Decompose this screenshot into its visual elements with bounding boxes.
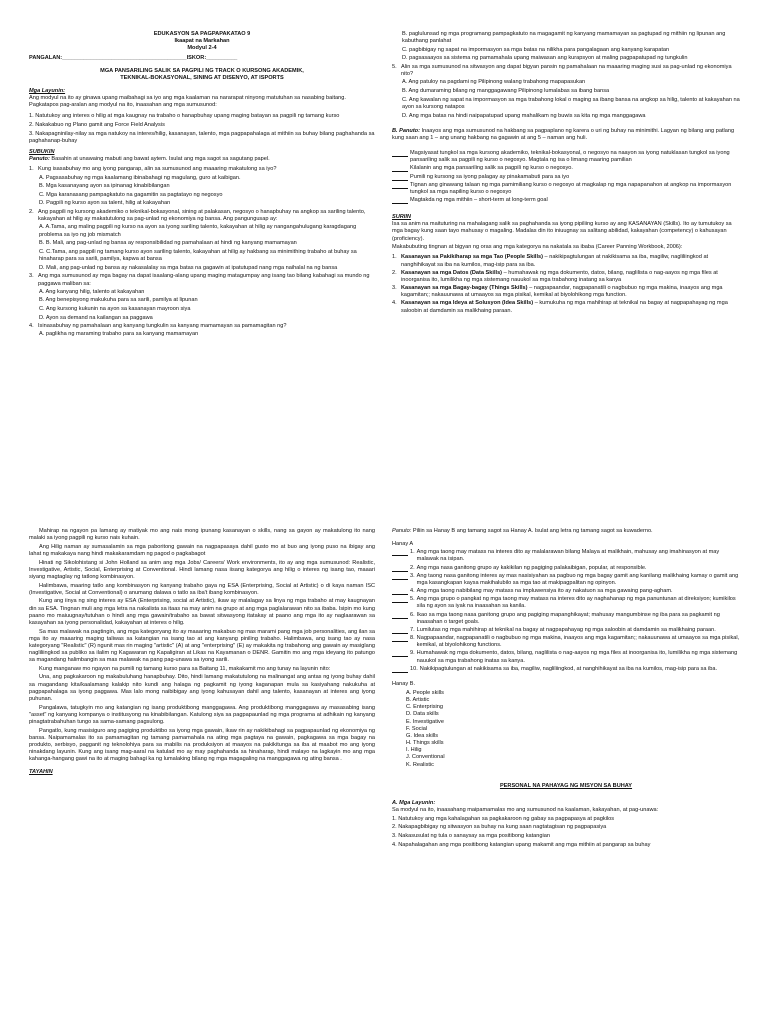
ordering-text: Kilalanin ang mga pansariling salik sa pagpili ng kurso o negosyo. (410, 165, 573, 172)
match-item (392, 612, 740, 626)
match-item (392, 588, 740, 595)
misyon-item: 2. Nakapagbibigay ng sitwasyon sa buhay na kung saan nagtatagisan ng pagpapasiya (392, 824, 607, 831)
page-top-left (29, 31, 375, 471)
choices (39, 175, 375, 208)
hanay-b-item: J. Conventional (406, 754, 445, 761)
match-number: 1. (410, 549, 415, 556)
match-text: Humahawak ng mga dokumento, datos, bilang, naglilista o nag-aayos ng mga files at inoorganisa ito, lumilikha ng mga sistemang nauukol sa mga trabahong inatas sa kanya. (416, 650, 738, 664)
choice: C. Mga karanasang pampagkatuto na gagamitin sa pagtatayo ng negosyo (39, 191, 223, 198)
question-number: 5. (392, 64, 397, 71)
subject-title: EDUKASYON SA PAGPAPAKATAO 9 (153, 31, 251, 37)
misyon-intro: Sa modyul na ito, inaasahang maipamamalas mo ang sumusunod na kaalaman, kakayahan, at pag-unawa: (392, 807, 659, 813)
misyon-item: 1. Natutukoy ang mga kahalagahan sa pagkakaroon ng gabay sa pagpapasya at pagkilos (392, 815, 615, 822)
hanay-b-item: K. Realistic (406, 761, 434, 768)
choices (39, 289, 375, 322)
choice: A. paglikha ng maraming trabaho para sa kanyang mamamayan (39, 331, 199, 338)
choice: A. Ang kanyang hilig, talento at kakayahan (39, 288, 145, 295)
document-title (29, 68, 375, 82)
skill-desc: – nagpapaandar, nagpapanatili o nagbubuo ng mga makina, inaayos ang mga kagamitan;; nakauunawa at umaayos sa mga pisikal, kemikal at biyolohikong mga function. (401, 285, 723, 299)
layunin-intro: Ang modyul na ito ay ginawa upang maibahagi sa iyo ang mga kaalaman na nararapat ninyong matutuhan sa nasabing baitang. Pagkatapos pag-aralan ang modyul na ito, inaasahan ang mga sumusunod: (29, 95, 346, 109)
match-text: Nagpapaandar, nagpapanatili o nagbubuo ng mga makina, inaayos ang mga kagamitan;; nakauunawa at umaayos sa mga pisikal, kemikal, at biyolohikong functions. (416, 635, 740, 649)
ordering-item (392, 197, 740, 204)
match-number: 4. (410, 588, 415, 595)
ordering-text: Magsiyasat tungkol sa mga kursong akademiko, teknikal-bokasyonal, o negosyo na naayon sa iyong natuklasan tungkol sa iyong pansariling salik sa pagpili ng kurso o negosyo. Magtala ng isa o limang maaring pamilian (410, 150, 730, 164)
choice: B. paglulunsad ng mga programang pampagkatuto na magagamit ng kanyang mamamayan sa pagtupad ng mithiin ng lipunan ang kabuthang panlahat (402, 31, 726, 45)
match-text: Ang mga taong may matass na interes dito ay malalarawan bilang Malaya at malikhain, mahusay ang imahinasyon at may malawak na isipan. (416, 549, 720, 563)
match-number: 6. (410, 611, 415, 618)
choice: D. Ang mga batas na hindi naipapatupad upang mahalikam ng buwis sa kita ng mga manggagawa (402, 112, 646, 119)
answer-blank[interactable] (392, 182, 408, 189)
answer-blank[interactable] (392, 150, 408, 157)
layunin-item: 1. Natutukoy ang interes o hilig at mga kaugnay na trabaho o hanapbuhay upang maging batayan sa pagpili ng tamang kurso (29, 113, 340, 120)
choices (402, 79, 740, 119)
skill-title: Kasanayan sa mga Ideya at Solusyon (Idea Skills) (401, 300, 534, 307)
match-item (392, 666, 740, 673)
skill-desc: – humahawak ng mga dokumento, datos, bilang, naglilista o nag-aayos ng mga files at inoorganisa ito, lumilikha ng mga sistemang nauukol sa mga trabahong inatang sa kanya (401, 269, 718, 283)
answer-blank[interactable] (392, 612, 408, 619)
match-text: Ang mga taong nabibilang may matass na impluwensiya ito ay nakatuon sa mga gawaing pang-agham. (416, 588, 673, 595)
choice: D. Pagpili ng kurso ayon sa talent, hilig at kakayahan (39, 200, 171, 207)
question-text: Ang pagpili ng kursong akademiko o teknikal-bokasyonal, sining at palakasan, negosyo o hanapbuhay na angkop sa sariling talento, kakayahan at hilig ay makatutulong sa pag-unlad ng ekonomiya ng bansa. Ang pangungusap ay: (38, 209, 366, 223)
layunin-heading: Mga Layunin: (29, 87, 66, 94)
skill-item (392, 300, 740, 314)
answer-blank[interactable] (392, 565, 408, 572)
choice: D. Ayon sa demand na kailangan sa paggawa (39, 314, 153, 321)
hanay-b-item: A. People skills (406, 689, 444, 696)
choice: A. Ang patuloy na pagdami ng Pilipinong walang trabahong mapapasukan (402, 79, 586, 86)
quarter-label: Ikaapat na Markahan (174, 38, 230, 45)
skill-desc: – kumukuha ng mga mahihirap at teknikal na bagay at nagpapahayag ng mga saloobin at damdamin sa malikhaing paraan. (401, 300, 728, 314)
panuto-label: Panuto: (29, 156, 50, 163)
match-item (392, 627, 740, 634)
module-label: Modyul 2-4 (187, 45, 217, 52)
match-number: 2. (410, 564, 415, 571)
ordering-item (392, 165, 740, 172)
choice: D. Mali, ang pag-unlad ng bansa ay nakasalalay sa mga batas na gagawin at ipatutupad nang mga naihalal na ng bansa (39, 264, 338, 271)
match-item (392, 565, 740, 572)
match-number: 7. (410, 626, 415, 633)
match-text: Ang taong nasa ganitong interes ay mas nasisiyahan sa pagbuo ng mga bagay gamit ang kanilang malikhaing kamay o gamit ang mga kasangkapan kaysa makihalubilo sa mga tao at makipagpalitan ng opinyon. (416, 572, 739, 586)
match-text: Nakikipagtulungan at nakikisama sa iba, magiliw, nagliliingkod, at nanghihikayat sa iba na kumilos, mag-isip para sa iba. (419, 665, 718, 672)
page-top-right (392, 31, 740, 471)
skill-item (392, 254, 740, 268)
choice: C. pagbibigay ng sapat na impormasyon sa mga batas na nilikha para pangalagaan ang kanyang karapatan (402, 46, 670, 53)
question-number: 2. (29, 209, 34, 216)
suriin-paragraph: Isa sa anim na maituturing na mahalagang salik sa paghahanda sa iyong pipiliing kurso ay ang KASANAYAN (Skills). Ito ay tumutukoy sa mga bagay kung saan tayo mahusay o magaling. Madalas din ito iniuugnay sa salitang abilidad, kakayahan (competency) o kahusayan (proficiency). (392, 221, 732, 242)
hanay-b-item: E. Investigative (406, 718, 444, 725)
body-paragraph: Kung ang iinya ng sing interes ay ESA (Enterprising, social at Artistic), ikaw ay malalagay sa linya ng mga trabaho at may kaugnayan din sa ESA. Tingnan muli ang mga letra na nakalista sa itaas na may anim na grupo at ang mga paglalarawan nito sa ibaba. Isipin mo kung paano mo maiuugnay/tutuhan o hindi ang mga gawain/trabaho sa bawat sitwasyong itatakay at paano ang mga ito ay naglaarawan sa kasayahan sa iyong personalidad, kakayahan at interes o hilig. (29, 598, 375, 626)
body-paragraph: Hinati ng Sikolohistang si John Holland sa anim ang mga Jobs/ Careers/ Work environments, ito ay ang mga sumusunod: Realistic, Investigative, Artistic, Social, Enterprising at Conventional. Hindi lamang nasa iisang kategorya ang hilig o interes ng isang tao, maaari siyang magtaglay ng tatlong kombinasyon. (29, 559, 375, 580)
choice: D. pagsasaayos sa sistema ng pamamahala upang maiwasan ang kurapsyon at maling pagpapatupad ng tungkulin (402, 55, 688, 62)
match-item (392, 549, 740, 563)
choice: A. Pagsasabuhay ng mga kaalamang ibinabahagi ng magulang, guro at kaibigan. (39, 174, 241, 181)
choices-continued (402, 31, 740, 63)
match-number: 5. (410, 596, 415, 603)
misyon-item: 4. Napahalagahan ang mga positibong katangian upang makamit ang mga mithiin at pangarap sa buhay (392, 841, 651, 848)
match-text: Ang mga grupo o pangkat ng mga taong may matass na interes dito ay naghahanap ng mga panuntunan at direksiyon; kumikilos sila ng ayon sa iyak na inaasahan sa kanila. (416, 596, 736, 610)
misyon-item: 3. Nakasusulat ng tula o sanaysay sa mga positibong katangian (392, 832, 550, 839)
body-paragraph: Mahirap na ngayon pa lamang ay matiyak mo ang nais mong ipunang kasanayan o skills, nang sa gayon ay makatulong ito nang malaki sa iyong pagpili ng kurso nais kuhain. (29, 528, 375, 542)
ordering-text: Tignan ang ginawang talaan ng mga pamimiliang kurso o negosyo at magkalap ng mga napapanahon at angkop na impormasyon tungkol sa mga napiling kurso o negosyo (410, 181, 732, 195)
answer-blank[interactable] (392, 627, 408, 634)
suriin-paragraph: Makabubuting tingnan at bigyan ng oras ang mga kategorya na nakatala sa ibaba (Career Panning Workbook, 2006): (392, 244, 683, 251)
hanay-b-list (406, 690, 740, 769)
choices (39, 331, 375, 338)
misyon-title: PERSONAL NA PAHAYAG NG MISYON SA BUHAY (499, 782, 633, 789)
skill-item (392, 285, 740, 299)
layunin-item: 3. Nakapagninilay-nilay sa mga natukoy na interes/hilig, kasanayan, talento, mga pagpapahalaga at mithiin sa buhay bilang paghahanda sa paghahanap-buhay (29, 130, 375, 144)
name-line (29, 55, 375, 62)
skill-number: 3. (392, 285, 397, 292)
choice: B. Mga kasanayang ayon sa ipinanag kinabibilangan (39, 183, 170, 190)
suriin-heading: SURIIN (392, 214, 411, 221)
document-title-line1: MGA PANSARILING SALIK SA PAGPILI NG TRACK O KURSONG AKADEMIK, (100, 67, 304, 74)
answer-blank[interactable] (392, 635, 408, 642)
body-paragraph: Sa mas malawak na pagtingin, ang mga kategoryang ito ay maaaring makabuo ng mas marami pang mga job personalities, ang ilan sa mga ito ay maaaring maging taliwas sa katangian na isang tao at ang kanyang piniling trabaho. Halimbawa, ang isang tao ay nasa kategoryang "Realistic" (R) ngunit mas rin maging "artistic" (A) at ang "enterprising" (E) ay makakita ng trabahong ang gawain ay masiglang nagliliingkod sa publiko sa ilalim ng Kagawaran ng Kapaligiran at Likas na Kayamanan o DENR. Gamitin mo ang mga ideyang ito patungo sa magandang halimbangin sa mas malawak na pang pag-unawa sa iyong sarili. (29, 628, 375, 664)
subukin-heading: SUBUKIN (29, 149, 55, 156)
match-text: Ikao sa mga taong nasa ganitong grupo ang pagiging mapanghikayat; mahusay mangumbinse ng iba para sa pagkamit ng inaasahan o target goals. (416, 611, 720, 625)
ordering-item (392, 150, 740, 164)
hanay-b-item: C. Enterprising (406, 704, 443, 711)
skill-item (392, 270, 740, 284)
match-number: 9. (410, 650, 415, 657)
answer-blank[interactable] (392, 549, 408, 556)
body-paragraph: Una, ang pagkakaroon ng makabuluhang hanapbuhay. Dito, hindi lamang makatutulong na malinangat ang antas ng iyong buhay dahil sa magandang kita/kaalamang kalakip nito kundi ang halaga ng pagkamit ng iyong kaganapan mula sa kasiyahang nakukuha at pagpapahalaga sa iyong paggawa. Mas lalo mong naibibigay ang iyong kahusayan dahil ang talento, kasanayan at interes ang iyong puhunan. (29, 674, 375, 702)
choice: C. C.Tama, ang pagpili ng tamang kurso ayon sariling talento, kakayahan at hilig ay hakbang sa minimithing trabaho at buhay sa hinaharap para sa sarili, pamilya, kapwa at bansa (39, 248, 357, 263)
body-paragraph: Halimbawa, maaring tatlo ang kombinasyon ng kanyang trabaho gaya ng ESA (Enterprising, Social at Artistic) o di kaya naman ISC (Investigative, Social at Conventional) o anumang dalawa o tatlo sa iba't ibang kombinasyon. (29, 582, 375, 596)
match-item (392, 573, 740, 587)
ordering-text: Magtakda ng mga mithiin – short-term at long-term goal (410, 196, 548, 203)
body-paragraph: Pangatlo, kung masisiguro ang pagiging produktibo sa iyong mga gawain, ikaw rin ay nakikibahagi sa pagpapaunlad ng ekonomiya ng bansa. Naipamamalas ito sa pamamagitan ng tamang pamamahala na ating mga pagtaya na gawain, pagkagawa sa mga bagay na produkto, serbisyo, pagganit ng teknolohiya para sa mabilis na produksiyon at maayos na pakikitunga sa iba at maabot mo ang iyong ninakdang layunin. Kung ang isang mag-aaral na katulad mo ay may paghahanda sa hinaharap, hindi malayo na lagkayin mo ang mga kahanga-hangang gawi na ito at maging bahagi ka ng lumalaking bilang ng mga magagaling na manggagawa ng ating bansa . (29, 727, 375, 763)
skill-title: Kasanayan sa mga Datos (Data Skills) (401, 269, 503, 276)
question (29, 273, 375, 287)
b-panuto-label: B. Panuto: (392, 127, 420, 134)
misyon-layunin: A. Mga Layunin: (392, 799, 436, 806)
skill-number: 2. (392, 269, 397, 276)
question-number: 1. (29, 166, 34, 173)
ordering-item (392, 174, 740, 181)
choice: C. Ang kursong kukunin na ayon sa kasanayan mayroon siya (39, 306, 191, 312)
choice: C. Ang kawalan ng sapat na impormasyon sa mga trabahong lokal o maging sa ibang bansa na angkop sa hilig, talento at kakayahan na ayon sa kursong natapos (402, 96, 740, 110)
hanay-a-label: Hanay A (392, 541, 414, 548)
hanay-b-item: I. Hilig (406, 747, 422, 754)
answer-blank[interactable] (392, 174, 408, 181)
answer-blank[interactable] (392, 596, 408, 603)
body-paragraph: Kung manganaw mo ngayon na pumili ng tamang kurso para sa Baitang 11, makakamit mo ang tunay na layunin nito: (39, 665, 331, 672)
question-text: Ang mga sumusunod ay mga bagay na dapat isaalang-alang upang maging matagumpay ang isang tao bilang kabahagi sa mundo ng paggawa maliban sa: (38, 273, 370, 287)
answer-blank[interactable] (392, 588, 408, 595)
answer-blank[interactable] (392, 666, 408, 673)
match-text: Lumilutas ng mga mahihirap at teknikal na bagay at nagpapahayag ng mga saloobin at damdamin sa malikhaing paraan. (416, 626, 716, 633)
hanay-b-label: Hanay B. (392, 680, 416, 687)
body-paragraph: Ang Hilig naman ay sumasalamin sa mga paboritong gawain na nagpapasaya dahil gusto mo at buo ang iyong puso na ibigay ang lahat ng makakaya nang hindi makakaramdam ng pagod o pagkabagot (29, 543, 375, 557)
answer-blank[interactable] (392, 650, 408, 657)
question-text: Alin sa mga sumusunod na sitwasyon ang dapat bigyan pansin ng pamahalaan na maaaring maging susi sa pag-unlad ng ekonomiya nito? (401, 64, 732, 78)
tayahin-panuto (392, 528, 740, 535)
match-number: 10. (410, 665, 418, 672)
hanay-b-item: F. Social (406, 725, 428, 732)
ordering-text: Pumili ng kursong sa iyong palagay ay pinakamabuti para sa iyo (410, 173, 570, 180)
skill-title: Kasanayan sa mga Bagay-bagay (Things Skills) (401, 285, 528, 292)
match-item (392, 635, 740, 649)
question-text: Isinasabuhay ng pamahalaan ang kanyang tungkulin sa kanyang mamamayan sa pamamagitan ng? (38, 323, 287, 330)
skill-number: 1. (392, 254, 397, 261)
name-blank: ________________________________________ (62, 55, 187, 62)
match-text: Ang mga nasa ganitong grupo ay kakikilan ng pagiging palakaibigan, popular, at responsible. (416, 564, 647, 571)
panuto-text: Basahin at unawaing mabuti ang bawat aytem. Isulat ang mga sagot sa sagutang papel. (51, 156, 270, 163)
match-number: 3. (410, 572, 415, 579)
match-item (392, 650, 740, 664)
hanay-b-item: G. Idea skills (406, 732, 439, 739)
question (392, 64, 740, 78)
b-panuto (392, 128, 740, 142)
b-panuto-text: Inaayos ang mga sumusunod na hakbang sa pagpaplano ng karera o uri ng buhay na minimithi. Lagyan ng bilang ang patlang kung saan ang 1 – ang unang hakbang na gagawin at ang 5 – naman ang huli. (392, 127, 735, 141)
choices (39, 224, 375, 271)
subukin-panuto (29, 156, 375, 163)
choice: A. A.Tama, ang maling pagpili ng kurso na ayon sa iyong sariling talento, kakayahan at hilig ay nangangahulugang karagdagang problema sa iyo ng job mismatch (39, 224, 357, 238)
tayahin-panuto-label: Panuto: (392, 528, 412, 534)
question (29, 209, 375, 223)
page-bottom-left (29, 528, 375, 1008)
page-bottom-right (392, 528, 740, 1008)
layunin-item: 2. Nakakabuo ng Plano gamit ang Force Field Analysis (29, 122, 165, 129)
question (29, 166, 375, 173)
question-number: 4. (29, 323, 34, 330)
hanay-b-item: B. Artistic (406, 697, 430, 704)
match-number: 8. (410, 635, 415, 642)
answer-blank[interactable] (392, 573, 408, 580)
answer-blank[interactable] (392, 197, 408, 204)
choice: B. B. Mali, ang pag-unlad ng bansa ay responsibilidad ng pamahalaan at hindi ng kanyang mamamayan (39, 240, 297, 247)
question (29, 323, 375, 330)
hanay-b-item: D. Data skills (406, 711, 439, 718)
answer-blank[interactable] (392, 165, 408, 172)
hanay-b-item: H. Things skills (406, 740, 444, 747)
ordering-item (392, 182, 740, 196)
match-item (392, 596, 740, 610)
score-blank: __________ (206, 55, 238, 62)
skill-desc: – nakikipagtulungan at nakikisama sa iba, magiliw, nagliliingkod at nanghihikayat sa iba na kumilos, mag-isip para sa iba. (401, 254, 709, 268)
score-label: ISKOR: (186, 55, 207, 62)
question-number: 3. (29, 273, 34, 280)
body-paragraph: Pangalawa, tatugkyin mo ang katangian ng isang produktibong manggagawa. Ang produktibong manggagawa ay masasabing isang "asset" ng kanyang kompanya o institusyong na kinabibilangan. Katulong siya sa pagpapaunlad ng mga programa at adhikain ng kanyang pinagtatrabahuhan tungo sa sama-samang pagsulong. (29, 704, 375, 725)
skill-number: 4. (392, 300, 397, 307)
document-title-line2: TEKNIKAL-BOKASYONAL, SINING AT DISENYO, AT ISPORTS (120, 74, 284, 81)
choice: B. Ang benepisyong makukuha para sa sarili, pamilya at lipunan (39, 297, 198, 304)
skill-title: Kasanayan sa Pakikiharap sa mga Tao (People Skills) (401, 254, 543, 261)
tayahin-heading: TAYAHIN (29, 769, 53, 776)
choice: B. Ang dumaraming bilang ng manggagawang Pilipinong lumalabas sa ibang bansa (402, 88, 610, 95)
name-label: PANGALAN: (29, 55, 63, 62)
question-text: Kung isasabuhay mo ang iyong pangarap, alin sa sumusunod ang maaaring makatulong sa iyo? (38, 166, 277, 173)
tayahin-panuto-text: Piliin sa Hanay B ang tamang sagot sa Hanay A. Isulat ang letra ng tamang sagot sa kuwaderno. (412, 528, 653, 534)
